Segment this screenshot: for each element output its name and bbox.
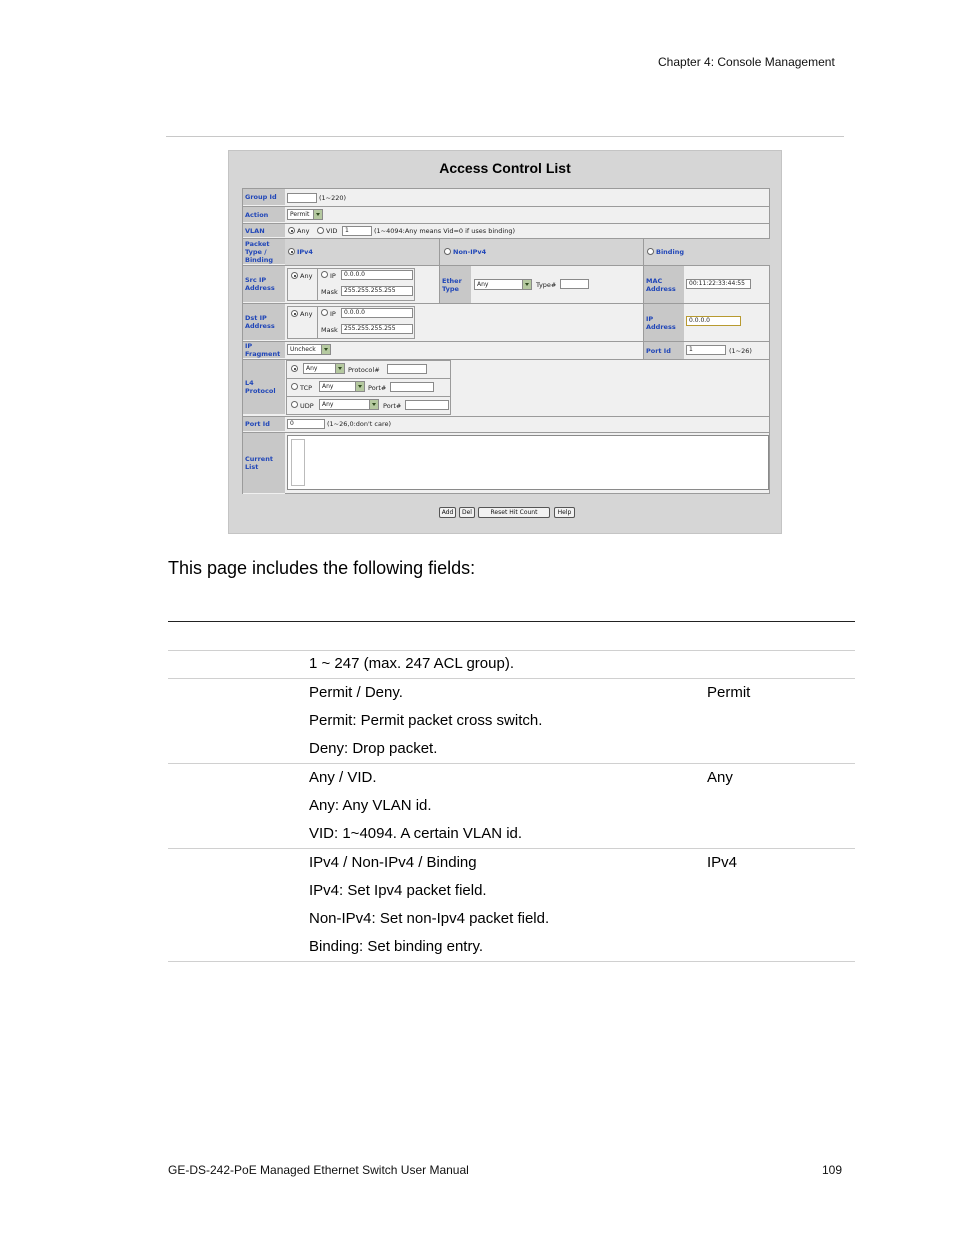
vlan-vid-input[interactable]: 1 — [342, 226, 372, 236]
l4-udp-port-input[interactable] — [405, 400, 449, 410]
table-header-rule — [168, 650, 855, 651]
row-divider — [243, 432, 769, 433]
field-packet-desc-1: IPv4 / Non-IPv4 / Binding — [309, 854, 477, 871]
field-action-desc-1: Permit / Deny. — [309, 684, 403, 701]
packet-non-ipv4-radio[interactable] — [444, 248, 451, 255]
row-divider — [243, 341, 769, 342]
table-row-rule — [168, 763, 855, 764]
dst-ip-any-label: Any — [300, 310, 313, 318]
ether-type-label: Ether Type — [440, 266, 471, 303]
acl-screenshot — [228, 150, 782, 534]
l4-udp-select[interactable] — [319, 399, 379, 410]
l4-tcp-label: TCP — [300, 384, 313, 392]
l4-any-select[interactable] — [303, 363, 345, 374]
ether-type-type-label: Type# — [536, 281, 557, 289]
field-vlan-desc-3: VID: 1~4094. A certain VLAN id. — [309, 825, 523, 842]
src-mask-input[interactable]: 255.255.255.255 — [341, 286, 413, 296]
col-divider — [317, 268, 318, 301]
packet-type-label: Packet Type / Binding — [243, 239, 285, 265]
field-packet-default: IPv4 — [707, 854, 738, 871]
chapter-header: Chapter 4: Console Management — [658, 55, 835, 69]
col-divider — [643, 342, 644, 359]
dst-ip-any-radio[interactable] — [291, 310, 298, 317]
field-action-default: Permit — [707, 684, 751, 701]
ip-address-input[interactable]: 0.0.0.0 — [686, 316, 741, 326]
src-ip-any-label: Any — [300, 272, 313, 280]
action-select-value: Permit — [290, 211, 310, 218]
table-bottom-rule — [168, 961, 855, 962]
port-id-label: Port Id — [243, 417, 285, 432]
row-divider — [243, 416, 769, 417]
vlan-label: VLAN — [243, 224, 285, 238]
dst-ip-label: Dst IP Address — [243, 304, 285, 341]
vlan-any-radio[interactable] — [288, 227, 295, 234]
l4-any-select-value: Any — [306, 365, 318, 372]
packet-ipv4-label: IPv4 — [297, 248, 313, 256]
field-packet-desc-4: Binding: Set binding entry. — [309, 938, 484, 955]
packet-binding-radio[interactable] — [647, 248, 654, 255]
current-list-label: Current List — [243, 433, 285, 494]
chevron-down-icon — [313, 210, 322, 219]
field-action-desc-2: Permit: Permit packet cross switch. — [309, 712, 543, 729]
l4-udp-radio[interactable] — [291, 401, 298, 408]
footer-page-number: 109 — [822, 1163, 843, 1177]
group-id-hint: (1~220) — [319, 194, 347, 202]
chevron-down-icon — [369, 400, 378, 409]
header-divider — [166, 136, 844, 137]
field-vlan-desc-1: Any / VID. — [309, 769, 377, 786]
mac-address-input[interactable]: 00:11:22:33:44:55 — [686, 279, 751, 289]
field-vlan-desc-2: Any: Any VLAN id. — [309, 797, 432, 814]
src-ip-ip-label: IP — [330, 272, 336, 280]
row-divider — [243, 303, 769, 304]
action-select[interactable] — [287, 209, 323, 220]
row-divider — [286, 378, 451, 379]
port-id-input[interactable]: 0 — [287, 419, 325, 429]
port-id-right-hint: (1~26) — [729, 347, 752, 355]
ip-address-label: IP Address — [644, 304, 684, 341]
vlan-vid-label: VID — [326, 227, 338, 235]
action-label: Action — [243, 207, 285, 223]
field-action-desc-3: Deny: Drop packet. — [309, 740, 438, 757]
chevron-down-icon — [335, 364, 344, 373]
row-divider — [243, 223, 769, 224]
l4-tcp-select-value: Any — [322, 383, 334, 390]
footer-manual-title: GE-DS-242-PoE Managed Ethernet Switch User Manual — [168, 1163, 469, 1177]
l4-tcp-port-input[interactable] — [390, 382, 434, 392]
row-divider — [243, 265, 769, 266]
row-divider — [243, 206, 769, 207]
src-ip-input[interactable]: 0.0.0.0 — [341, 270, 413, 280]
ether-type-select[interactable] — [474, 279, 532, 290]
l4-protocol-num-input[interactable] — [387, 364, 427, 374]
vlan-vid-radio[interactable] — [317, 227, 324, 234]
src-ip-any-radio[interactable] — [291, 272, 298, 279]
current-list-textarea[interactable] — [287, 435, 769, 490]
field-vlan-default: Any — [707, 769, 733, 786]
table-row-rule — [168, 678, 855, 679]
field-packet-desc-3: Non-IPv4: Set non-Ipv4 packet field. — [309, 910, 550, 927]
chevron-down-icon — [522, 280, 531, 289]
col-divider — [317, 306, 318, 339]
chevron-down-icon — [355, 382, 364, 391]
ip-fragment-select[interactable] — [287, 344, 331, 355]
vlan-any-label: Any — [297, 227, 310, 235]
mac-address-label: MAC Address — [644, 266, 684, 303]
port-id-right-input[interactable]: 1 — [686, 345, 726, 355]
packet-non-ipv4-label: Non-IPv4 — [453, 248, 487, 256]
ip-fragment-label: IP Fragment — [243, 342, 285, 359]
reset-hit-count-button[interactable]: Reset Hit Count — [478, 507, 550, 518]
port-id-right-label: Port Id — [644, 342, 684, 359]
row-divider — [286, 396, 451, 397]
l4-any-radio[interactable] — [291, 365, 298, 372]
dst-ip-ip-label: IP — [330, 310, 336, 318]
port-id-hint: (1~26,0:don't care) — [327, 420, 392, 428]
ether-type-input[interactable] — [560, 279, 589, 289]
l4-udp-label: UDP — [300, 402, 314, 410]
table-top-rule — [168, 621, 855, 622]
packet-ipv4-radio[interactable] — [288, 248, 295, 255]
acl-title: Access Control List — [439, 160, 571, 176]
intro-text: This page includes the following fields: — [168, 558, 476, 578]
src-mask-label: Mask — [321, 288, 338, 296]
src-ip-label: Src IP Address — [243, 266, 285, 303]
dst-mask-input[interactable]: 255.255.255.255 — [341, 324, 413, 334]
field-group-id-desc: 1 ~ 247 (max. 247 ACL group). — [309, 655, 514, 672]
group-id-input[interactable] — [287, 193, 317, 203]
dst-ip-input[interactable]: 0.0.0.0 — [341, 308, 413, 318]
ether-type-select-value: Any — [477, 281, 489, 288]
src-ip-ip-radio[interactable] — [321, 271, 328, 278]
packet-binding-label: Binding — [656, 248, 684, 256]
l4-tcp-select[interactable] — [319, 381, 365, 392]
l4-tcp-port-label: Port# — [368, 384, 387, 392]
table-row-rule — [168, 848, 855, 849]
l4-udp-port-label: Port# — [383, 402, 402, 410]
l4-tcp-radio[interactable] — [291, 383, 298, 390]
add-button[interactable]: Add — [439, 507, 456, 518]
dst-ip-ip-radio[interactable] — [321, 309, 328, 316]
field-packet-desc-2: IPv4: Set Ipv4 packet field. — [309, 882, 487, 899]
vlan-hint: (1~4094:Any means Vid=0 if uses binding) — [374, 227, 515, 235]
group-id-label: Group Id — [243, 189, 285, 206]
current-list-scrollbar[interactable] — [291, 439, 305, 486]
l4-udp-select-value: Any — [322, 401, 334, 408]
l4-protocol-num-label: Protocol# — [348, 366, 380, 374]
ip-fragment-select-value: Uncheck — [290, 346, 316, 353]
acl-form — [242, 188, 770, 494]
dst-mask-label: Mask — [321, 326, 338, 334]
del-button[interactable]: Del — [459, 507, 475, 518]
help-button[interactable]: Help — [554, 507, 575, 518]
l4-protocol-label: L4 Protocol — [243, 360, 285, 415]
chevron-down-icon — [321, 345, 330, 354]
